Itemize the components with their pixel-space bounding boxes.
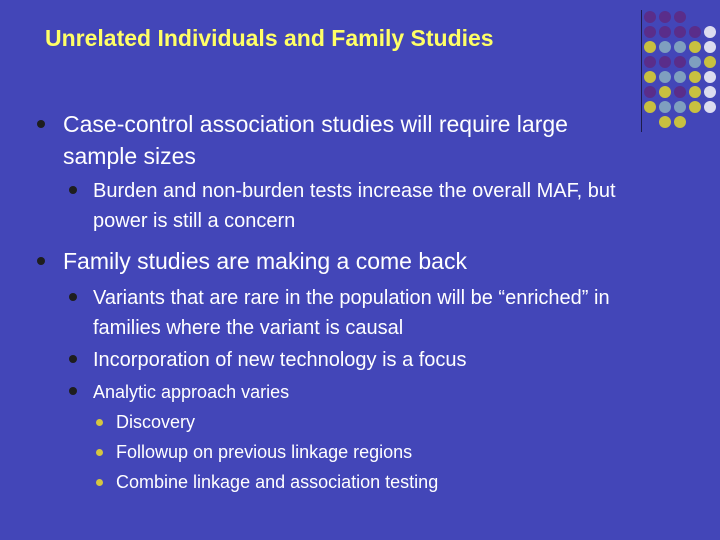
bullet-text: Variants that are rare in the population will be “enriched” in families where the variant is causal [93,287,610,339]
bullet-text: Family studies are making a come back [63,248,467,274]
bullet-icon [96,419,103,426]
bullet-text: Followup on previous linkage regions [116,442,413,462]
bullet-text: Incorporation of new technology is a focus [93,349,467,371]
decorative-dot [674,26,686,38]
decorative-dot [644,11,656,23]
decorative-dot [704,71,716,83]
decorative-dot [659,11,671,23]
decorative-dot [674,71,686,83]
bullet-icon [37,257,45,265]
decorative-dot [704,26,716,38]
bullet-icon [96,449,103,456]
bullet-icon [37,120,45,128]
decorative-dot [704,101,716,113]
decorative-dot [674,86,686,98]
decorative-dot [659,71,671,83]
decorative-dot [644,41,656,53]
decorative-dot [689,26,701,38]
decorative-dot [704,56,716,68]
decorative-dot [659,116,671,128]
decorative-dot [689,41,701,53]
decorative-dot [689,56,701,68]
decorative-dot [644,26,656,38]
bullet-icon [69,387,77,395]
bullet-text: Case-control association studies will require large sample sizes [63,111,568,169]
decorative-dot [689,86,701,98]
bullet-text: Burden and non-burden tests increase the overall MAF, but power is still a concern [93,180,616,232]
decorative-dot [704,86,716,98]
decorative-dot [674,56,686,68]
divider-line [641,10,642,132]
decorative-dot [659,101,671,113]
bullet-icon [69,355,77,363]
decorative-dot [644,101,656,113]
decorative-dot [644,71,656,83]
decorative-dot [674,101,686,113]
bullet-icon [69,293,77,301]
decorative-dot [644,56,656,68]
bullet-text: Analytic approach varies [93,382,290,402]
bullet-text: Combine linkage and association testing [116,472,439,492]
decorative-dot [659,86,671,98]
decorative-dot [674,41,686,53]
decorative-dot [659,26,671,38]
decorative-dot [659,41,671,53]
decorative-dot [644,86,656,98]
decorative-dot [659,56,671,68]
bullet-icon [96,479,103,486]
decorative-dot [689,71,701,83]
bullet-icon [69,186,77,194]
decorative-dot [704,41,716,53]
slide-title: Unrelated Individuals and Family Studies [45,25,494,51]
bullet-text: Discovery [116,412,196,432]
decorative-dot [674,116,686,128]
decorative-dot [689,101,701,113]
decorative-dot [674,11,686,23]
